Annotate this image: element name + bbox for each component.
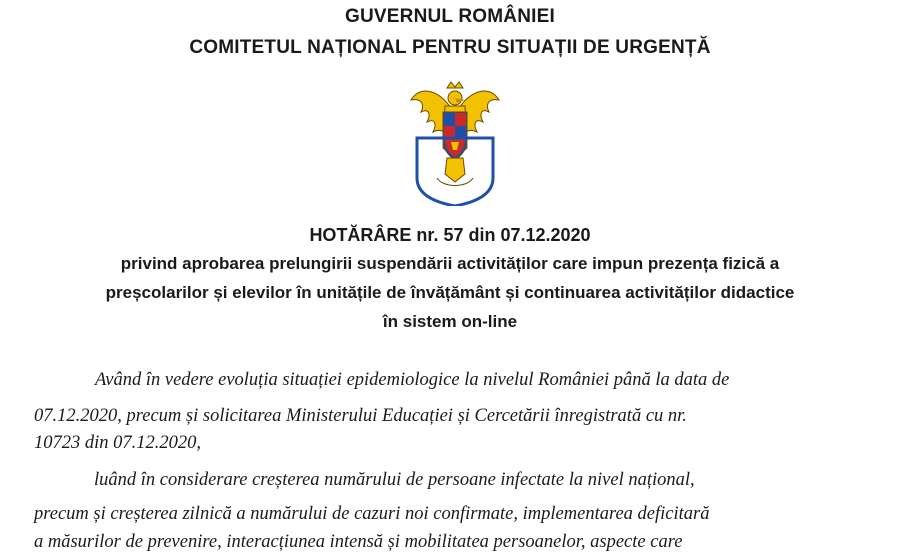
decision-subject-line: privind aprobarea prelungirii suspendării activităților care impun prezența fizică a (120, 254, 780, 273)
body-text-line: 10723 din 07.12.2020, (34, 433, 202, 453)
body-text-line: a măsurilor de prevenire, interacțiunea intensă și mobilitatea persoanelor, aspecte care (34, 532, 683, 552)
body-text-line: precum și creșterea zilnică a numărului de cazuri noi confirmate, implementarea deficitară (34, 504, 710, 524)
header-government: GUVERNUL ROMÂNIEI (345, 6, 555, 27)
header-committee: COMITETUL NAȚIONAL PENTRU SITUAȚII DE URGENȚĂ (189, 37, 711, 58)
decision-title: HOTĂRÂRE nr. 57 din 07.12.2020 (309, 225, 591, 245)
body-text-line: luând în considerare creșterea numărului de persoane infectate la nivel național, (94, 470, 695, 490)
body-text-line: 07.12.2020, precum și solicitarea Ministerului Educației și Cercetării înregistrată cu nr. (34, 406, 687, 426)
body-text-line: Având în vedere evoluția situației epidemiologice la nivelul României până la data de (95, 370, 730, 390)
decision-subject-line: în sistem on-line (382, 312, 518, 331)
coat-of-arms-icon (407, 78, 503, 206)
decision-subject-line: preșcolarilor și elevilor în unitățile de învățământ și continuarea activităților didactice (105, 283, 795, 302)
